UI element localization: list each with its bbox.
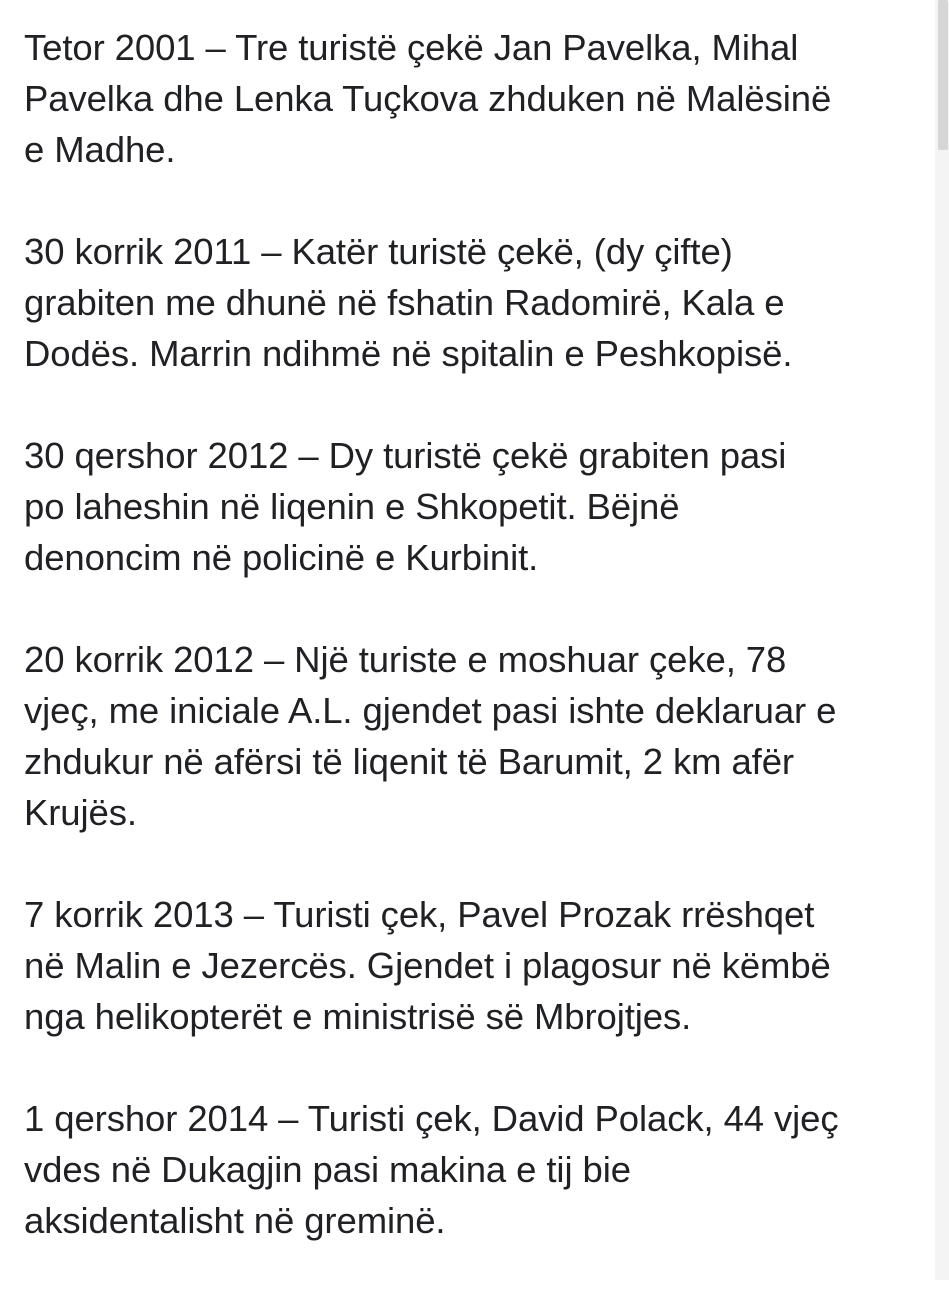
text-line: 30 korrik 2011 – Katër turistë çekë, (dy çifte) bbox=[24, 231, 733, 272]
text-line: Pavelka dhe Lenka Tuçkova zhduken në Malësinë bbox=[24, 78, 832, 119]
article-body bbox=[24, 22, 914, 1297]
text-line: aksidentalisht në greminë. bbox=[24, 1200, 446, 1241]
paragraph-1-qershor-2014 bbox=[24, 1093, 914, 1246]
text-line: në Malin e Jezercës. Gjendet i plagosur në këmbë bbox=[24, 945, 831, 986]
text-line: zhdukur në afërsi të liqenit të Barumit, 2 km afër bbox=[24, 741, 794, 782]
text-line: 7 korrik 2013 – Turisti çek, Pavel Prozak rrëshqet bbox=[24, 894, 815, 935]
text-line: nga helikopterët e ministrisë së Mbrojtjes. bbox=[24, 996, 692, 1037]
text-line: denoncim në policinë e Kurbinit. bbox=[24, 537, 539, 578]
text-line: 30 qershor 2012 – Dy turistë çekë grabiten pasi bbox=[24, 435, 787, 476]
text-line: Dodës. Marrin ndihmë në spitalin e Peshkopisë. bbox=[24, 333, 793, 374]
text-line: po laheshin në liqenin e Shkopetit. Bëjnë bbox=[24, 486, 680, 527]
text-line: vjeç, me iniciale A.L. gjendet pasi ishte deklaruar e bbox=[24, 690, 837, 731]
text-line: grabiten me dhunë në fshatin Radomirë, Kala e bbox=[24, 282, 785, 323]
paragraph-30-korrik-2011 bbox=[24, 226, 914, 379]
vertical-scrollbar[interactable] bbox=[935, 0, 949, 1280]
text-line: e Madhe. bbox=[24, 129, 176, 170]
text-line: vdes në Dukagjin pasi makina e tij bie bbox=[24, 1149, 631, 1190]
text-line: Tetor 2001 – Tre turistë çekë Jan Pavelka, Mihal bbox=[24, 27, 799, 68]
paragraph-tetor-2001 bbox=[24, 22, 914, 175]
text-line: Krujës. bbox=[24, 792, 137, 833]
paragraph-7-korrik-2013 bbox=[24, 889, 914, 1042]
paragraph-20-korrik-2012 bbox=[24, 634, 914, 838]
paragraph-30-qershor-2012 bbox=[24, 430, 914, 583]
text-line: 1 qershor 2014 – Turisti çek, David Polack, 44 vjeç bbox=[24, 1098, 839, 1139]
scrollbar-thumb[interactable] bbox=[938, 0, 948, 150]
text-line: 20 korrik 2012 – Një turiste e moshuar çeke, 78 bbox=[24, 639, 787, 680]
